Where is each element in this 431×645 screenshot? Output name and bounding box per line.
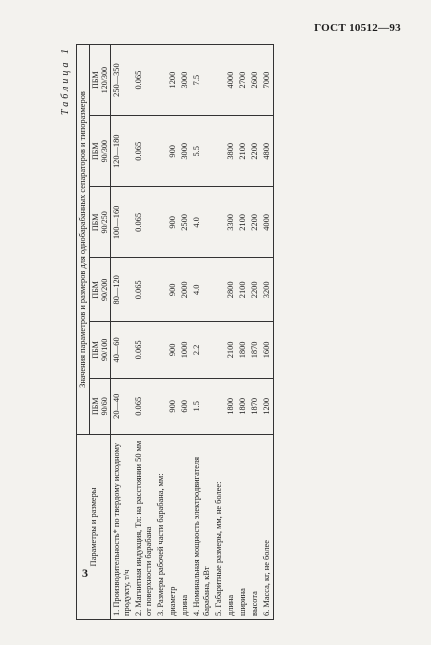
value-cell: 4.0 — [191, 258, 213, 322]
table-row — [111, 45, 134, 620]
model-size: 90/300 — [100, 140, 109, 163]
table-caption: Таблица 1 — [60, 46, 71, 115]
value-cell: 3200 — [261, 258, 274, 322]
table-row — [213, 45, 225, 620]
value-cell: 0.065 — [133, 258, 155, 322]
param-label: длина — [179, 435, 191, 620]
value-cell: 0.065 — [133, 116, 155, 187]
value-cell: 2800 — [225, 258, 237, 322]
parameters-table — [76, 44, 274, 620]
value-cell: 250—350 — [111, 45, 134, 116]
value-cell: 3000 — [179, 45, 191, 116]
table-row — [155, 45, 167, 620]
model-size: 120/300 — [100, 67, 109, 94]
model-header-6 — [90, 45, 111, 116]
value-cell — [155, 187, 167, 258]
value-cell: 600 — [179, 378, 191, 434]
value-cell — [155, 45, 167, 116]
document-header: ГОСТ 10512—93 — [314, 22, 401, 34]
param-label: 6. Масса, кг, не более — [261, 435, 274, 620]
value-cell: 2500 — [179, 187, 191, 258]
param-label: ширина — [237, 435, 249, 620]
table-row — [167, 45, 179, 620]
table-row — [225, 45, 237, 620]
value-cell: 4000 — [261, 187, 274, 258]
value-cell — [213, 45, 225, 116]
value-cell: 2100 — [237, 258, 249, 322]
model-header-3 — [90, 258, 111, 322]
model-size: 90/250 — [100, 211, 109, 234]
value-cell: 3800 — [225, 116, 237, 187]
param-label: диаметр — [167, 435, 179, 620]
param-column-header: Параметры и размеры — [77, 435, 111, 620]
value-cell: 900 — [167, 187, 179, 258]
rotated-table-block — [60, 44, 328, 620]
value-cell: 900 — [167, 116, 179, 187]
value-cell — [155, 116, 167, 187]
model-series: ПБМ — [91, 71, 100, 89]
value-cell: 80—120 — [111, 258, 134, 322]
value-cell: 0.065 — [133, 378, 155, 434]
value-cell — [213, 378, 225, 434]
value-cell: 900 — [167, 258, 179, 322]
value-cell: 1.5 — [191, 378, 213, 434]
value-cell — [155, 322, 167, 378]
value-cell: 2200 — [249, 258, 261, 322]
value-cell: 2200 — [249, 116, 261, 187]
value-cell: 4800 — [261, 116, 274, 187]
value-cell — [213, 322, 225, 378]
table-row — [237, 45, 249, 620]
param-label: длина — [225, 435, 237, 620]
param-label: высота — [249, 435, 261, 620]
value-cell: 0.065 — [133, 187, 155, 258]
param-label: 3. Размеры рабочей части барабана, мм: — [155, 435, 167, 620]
value-cell: 100—160 — [111, 187, 134, 258]
value-cell: 4.0 — [191, 187, 213, 258]
value-cell: 120—180 — [111, 116, 134, 187]
table-row — [179, 45, 191, 620]
model-size: 90/200 — [100, 278, 109, 301]
value-cell: 1000 — [179, 322, 191, 378]
value-cell — [213, 116, 225, 187]
model-series: ПБМ — [91, 341, 100, 359]
param-label: 2. Магнитная индукция, Тл: на расстоянии 50 мм от поверхности барабана — [133, 435, 155, 620]
value-cell: 2700 — [237, 45, 249, 116]
model-series: ПБМ — [91, 213, 100, 232]
table-header-row — [77, 45, 90, 620]
value-cell: 900 — [167, 378, 179, 434]
value-cell: 0.065 — [133, 45, 155, 116]
value-cell: 1800 — [225, 378, 237, 434]
model-series: ПБМ — [91, 281, 100, 299]
table-body — [111, 45, 274, 620]
value-cell: 2200 — [249, 187, 261, 258]
model-series: ПБМ — [91, 397, 100, 416]
value-cell: 2000 — [179, 258, 191, 322]
value-cell: 2100 — [237, 116, 249, 187]
model-header-1 — [90, 378, 111, 434]
value-cell — [213, 187, 225, 258]
param-label: 5. Габаритные размеры, мм, не более: — [213, 435, 225, 620]
value-cell: 3000 — [179, 116, 191, 187]
model-header-5 — [90, 116, 111, 187]
table-row — [133, 45, 155, 620]
model-header-2 — [90, 322, 111, 378]
param-label: 1. Производительность* по твердому исходному продукту, т/ч — [111, 435, 134, 620]
model-size: 90/100 — [100, 338, 109, 362]
value-cell: 2100 — [225, 322, 237, 378]
table-row — [191, 45, 213, 620]
value-cell: 2.2 — [191, 322, 213, 378]
group-column-header: Значения параметров и размеров для однобарабанных сепараторов и типоразмеров — [77, 45, 90, 435]
value-cell: 40—60 — [111, 322, 134, 378]
value-cell: 1870 — [249, 322, 261, 378]
model-series: ПБМ — [91, 142, 100, 161]
value-cell: 4000 — [225, 45, 237, 116]
value-cell: 3300 — [225, 187, 237, 258]
table-row — [249, 45, 261, 620]
value-cell — [213, 258, 225, 322]
value-cell: 5.5 — [191, 116, 213, 187]
value-cell: 20—40 — [111, 378, 134, 434]
value-cell: 1600 — [261, 322, 274, 378]
model-size: 90/60 — [100, 397, 109, 416]
value-cell — [155, 258, 167, 322]
value-cell: 1200 — [261, 378, 274, 434]
value-cell: 1800 — [237, 322, 249, 378]
value-cell: 1200 — [167, 45, 179, 116]
param-label: 4. Номинальная мощность электродвигателя барабана, кВт — [191, 435, 213, 620]
value-cell — [155, 378, 167, 434]
value-cell: 2600 — [249, 45, 261, 116]
model-header-4 — [90, 187, 111, 258]
value-cell: 1870 — [249, 378, 261, 434]
page-number: 3 — [82, 566, 88, 580]
table-row — [261, 45, 274, 620]
value-cell: 7.5 — [191, 45, 213, 116]
value-cell: 7000 — [261, 45, 274, 116]
value-cell: 900 — [167, 322, 179, 378]
value-cell: 1800 — [237, 378, 249, 434]
value-cell: 0.065 — [133, 322, 155, 378]
value-cell: 2100 — [237, 187, 249, 258]
